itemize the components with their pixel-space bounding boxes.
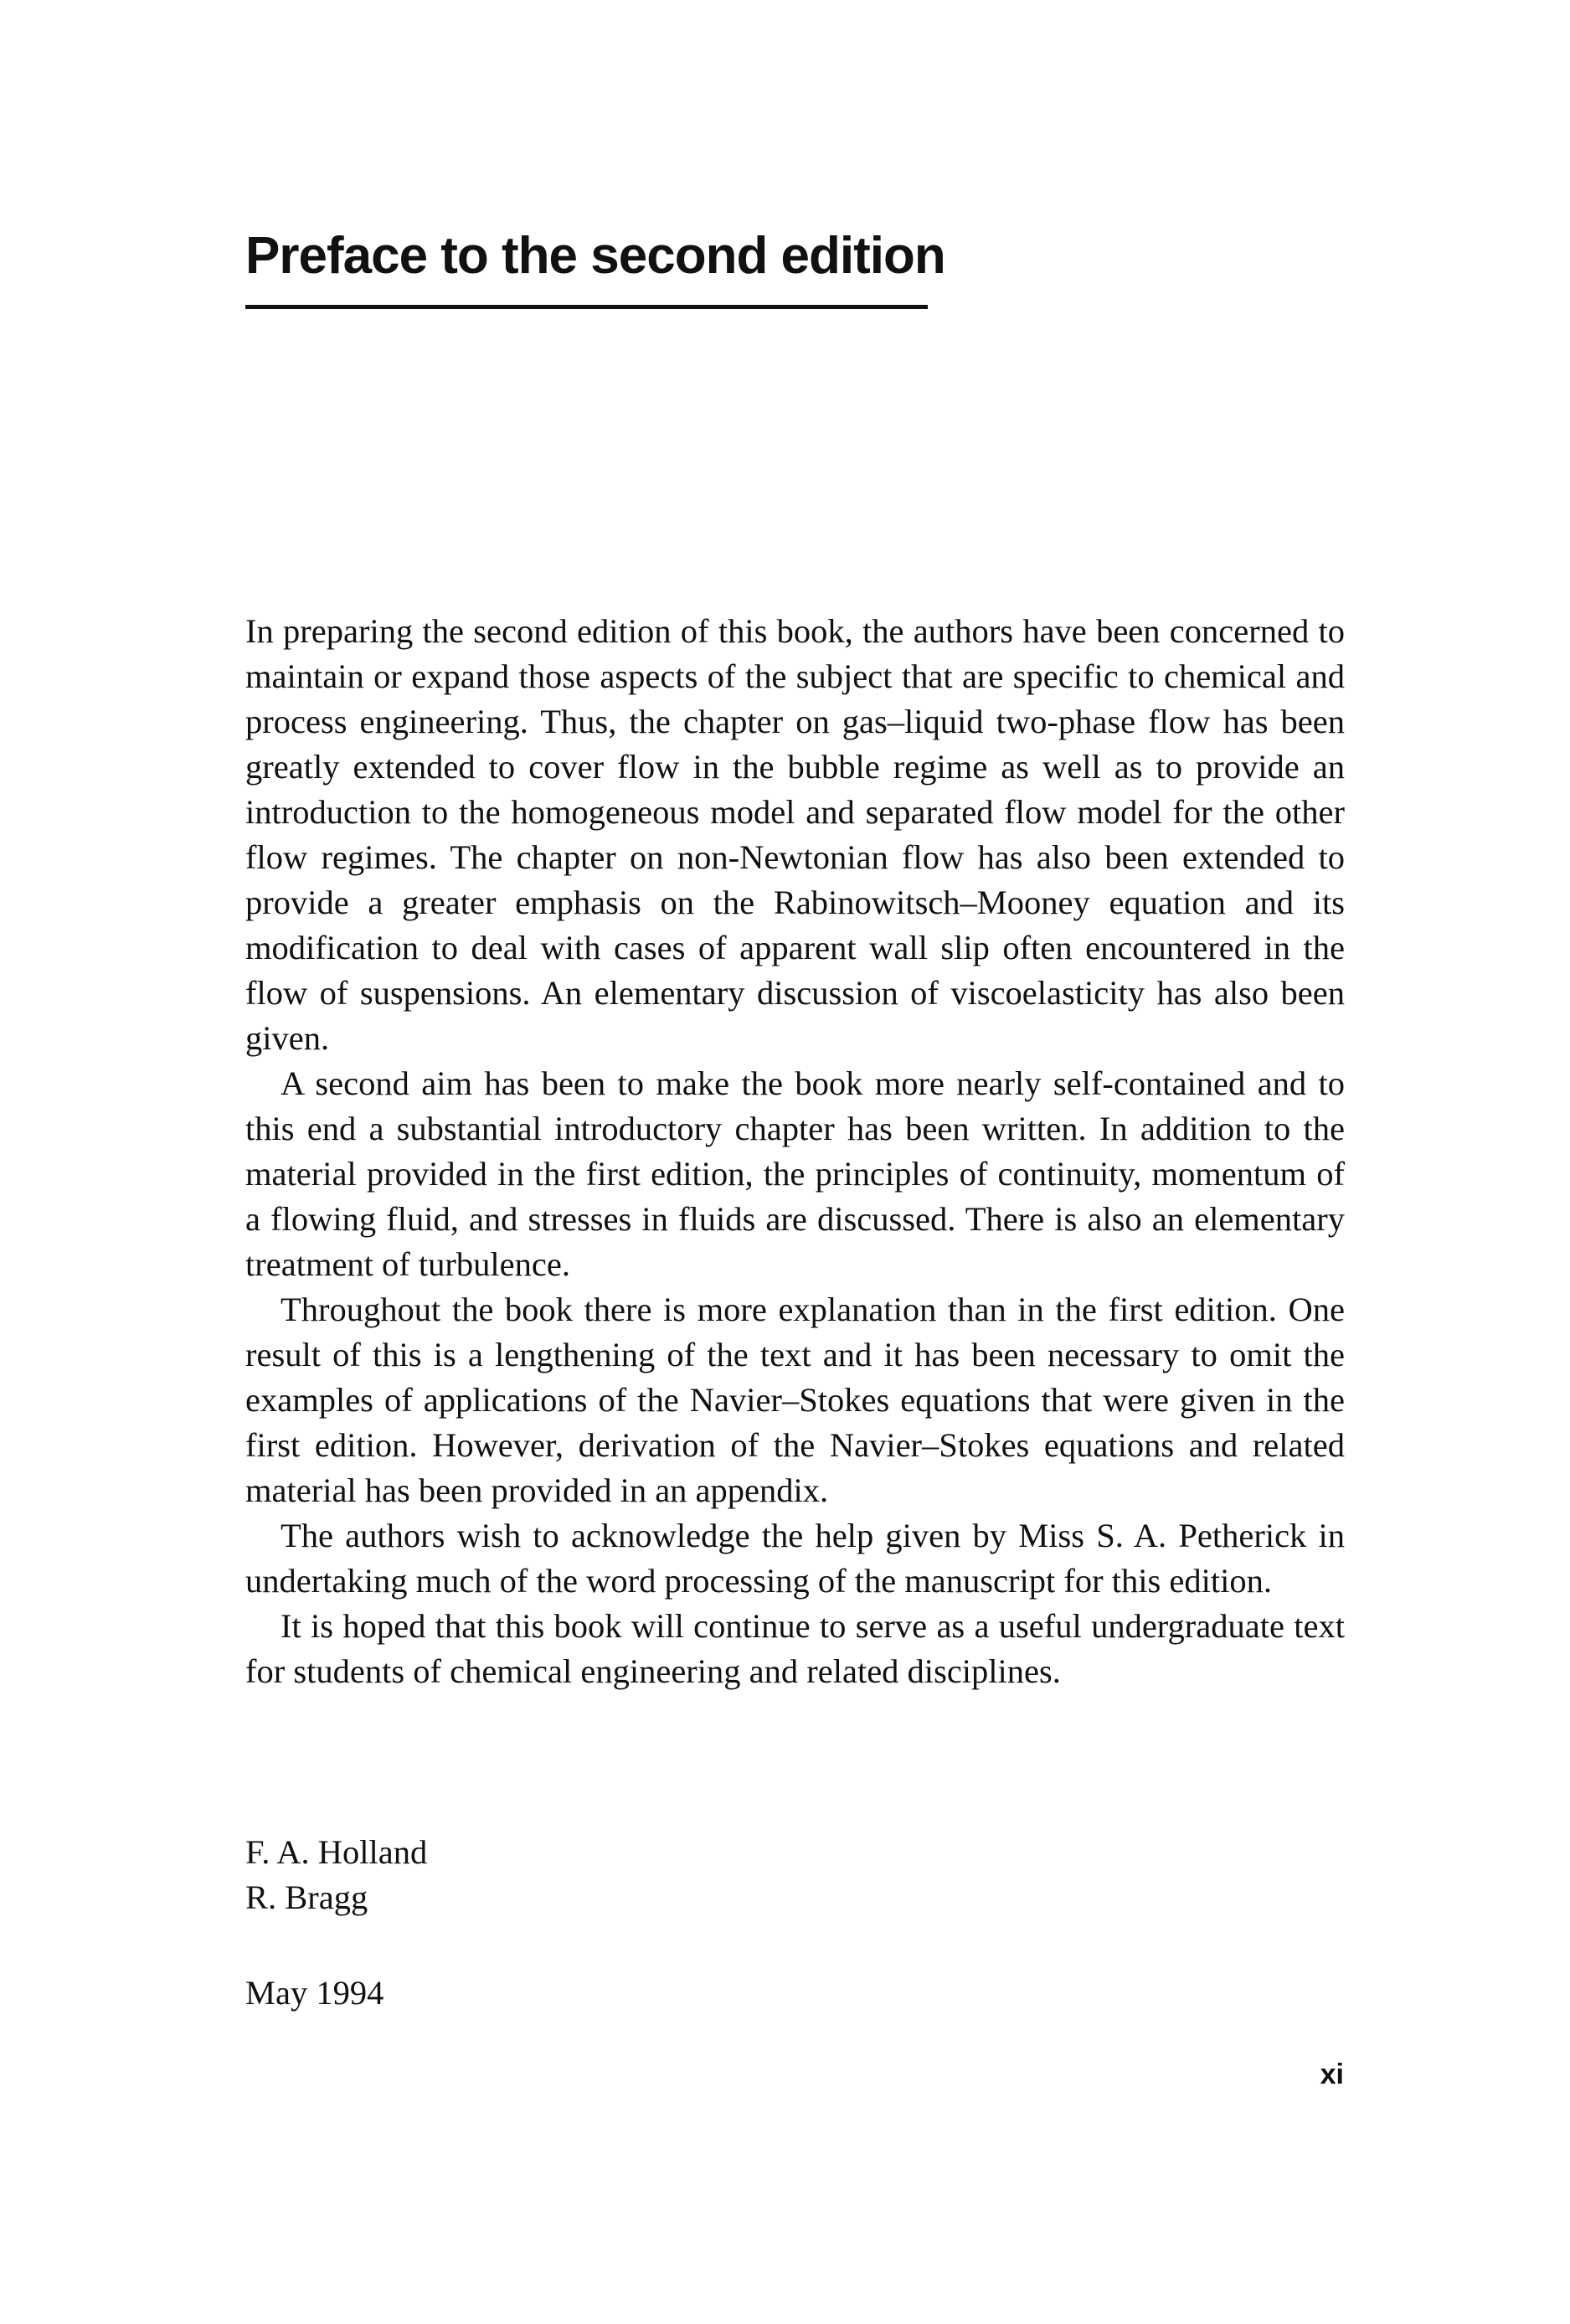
title-underline [245, 305, 928, 309]
page-number: xi [1320, 2059, 1344, 2090]
paragraph-3: Throughout the book there is more explanation than in the first edition. One result of this is a lengthening of the text and it has been necessary to omit the examples of applications of the Navier–Stokes equations that were given in the first edition. However, derivation of the Navier–Stokes equations and related material has been provided in an appendix. [245, 1291, 1345, 1509]
preface-date: May 1994 [245, 1974, 384, 2012]
signatory-bragg: R. Bragg [245, 1878, 368, 1916]
preface-body [245, 609, 1345, 1694]
paragraph-5: It is hoped that this book will continue to serve as a useful undergraduate text for students of chemical engineering and related disciplines. [245, 1607, 1345, 1690]
page-title: Preface to the second edition [245, 227, 945, 285]
signatory-holland: F. A. Holland [245, 1833, 428, 1871]
paragraph-4: The authors wish to acknowledge the help given by Miss S. A. Petherick in undertaking much of the word processing of the manuscript for this edition. [245, 1517, 1345, 1600]
paragraph-1: In preparing the second edition of this book, the authors have been concerned to maintain or expand those aspects of the subject that are specific to chemical and process engineering. Thus, the chapter on gas–liquid two-phase flow has been greatly extended to cover flow in the bubble regime as well as to provide an introduction to the homogeneous model and separated flow model for the other flow regimes. The chapter on non-Newtonian flow has also been extended to provide a greater emphasis on the Rabinowitsch–Mooney equation and its modification to deal with cases of apparent wall slip often encountered in the flow of suspensions. An elementary discussion of viscoelasticity has also been given. [245, 612, 1345, 1057]
paragraph-2: A second aim has been to make the book more nearly self-contained and to this end a substantial introductory chapter has been written. In addition to the material provided in the first edition, the principles of continuity, momentum of a flowing fluid, and stresses in fluids are discussed. There is also an elementary treatment of turbulence. [245, 1064, 1345, 1283]
